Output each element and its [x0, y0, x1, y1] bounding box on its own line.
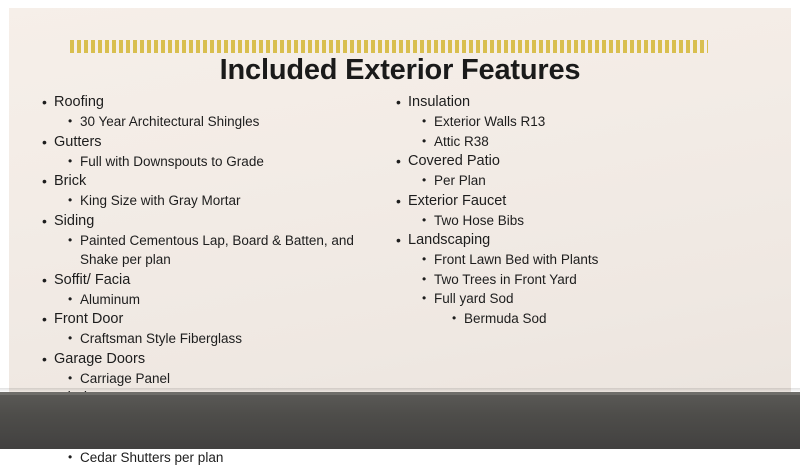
bullet-item-label: Siding: [54, 211, 94, 231]
bullet-item-label: Bermuda Sod: [464, 309, 547, 329]
bullet-point-icon: •: [42, 309, 47, 329]
bullet-item-level-2: [18, 290, 393, 310]
bullet-item-label: Two Hose Bibs: [434, 211, 524, 231]
bullet-item-level-2: [18, 191, 393, 211]
bullet-point-icon: •: [396, 92, 401, 112]
bullet-item-label: Cedar Shutters per plan: [80, 448, 223, 467]
bullet-point-icon: •: [422, 211, 426, 231]
bullet-point-icon: •: [68, 290, 72, 310]
bullet-item-label: Soffit/ Facia: [54, 270, 130, 290]
bullet-point-icon: •: [422, 289, 426, 309]
bullet-item-label: Brick: [54, 171, 86, 191]
bullet-item-label: Two Trees in Front Yard: [434, 270, 577, 290]
bullet-point-icon: •: [422, 112, 426, 132]
slide-edge-top: [0, 0, 800, 8]
bullet-point-icon: •: [68, 329, 72, 349]
bullet-item-level-2: [18, 152, 393, 172]
bullet-item-level-2: [378, 132, 778, 152]
bullet-item-label: Attic R38: [434, 132, 489, 152]
bullet-point-icon: •: [68, 112, 72, 132]
bullet-item-label: Aluminum: [80, 290, 140, 310]
bullet-point-icon: •: [68, 231, 72, 251]
bullet-point-icon: •: [422, 132, 426, 152]
bullet-item-label: Roofing: [54, 92, 104, 112]
bullet-point-icon: •: [42, 132, 47, 152]
bullet-item-label: Exterior Walls R13: [434, 112, 545, 132]
bullet-item-label: Garage Doors: [54, 349, 145, 369]
bullet-item-level-1: [18, 211, 393, 231]
bullet-item-label: Full with Downspouts to Grade: [80, 152, 264, 172]
bullet-item-label: Full yard Sod: [434, 289, 514, 309]
bullet-column-right: [378, 92, 778, 328]
bullet-item-level-3: [378, 309, 778, 329]
bullet-item-level-2: [378, 171, 778, 191]
bullet-item-level-2: [378, 270, 778, 290]
bullet-item-label: Landscaping: [408, 230, 490, 250]
bullet-point-icon: •: [422, 270, 426, 290]
bullet-item-level-1: [378, 92, 778, 112]
bullet-point-icon: •: [422, 171, 426, 191]
bullet-item-level-1: [18, 171, 393, 191]
bullet-point-icon: •: [42, 92, 47, 112]
bullet-item-level-1: [18, 270, 393, 290]
bullet-item-level-1: [378, 230, 778, 250]
bullet-point-icon: •: [42, 349, 47, 369]
bullet-item-level-2: [18, 231, 393, 270]
bullet-item-level-1: [378, 191, 778, 211]
bullet-point-icon: •: [68, 152, 72, 172]
bullet-item-label: Covered Patio: [408, 151, 500, 171]
bullet-item-level-2: [378, 289, 778, 309]
bullet-item-label: Per Plan: [434, 171, 486, 191]
bullet-item-level-1: [18, 309, 393, 329]
bullet-item-level-1: [18, 132, 393, 152]
footer-band: [0, 392, 800, 449]
bullet-item-label: Painted Cementous Lap, Board & Batten, and Shake per plan: [80, 231, 380, 270]
bullet-item-level-2: [378, 112, 778, 132]
bullet-item-label: Insulation: [408, 92, 470, 112]
bullet-point-icon: •: [396, 230, 401, 250]
bullet-item-label: 30 Year Architectural Shingles: [80, 112, 259, 132]
bullet-point-icon: •: [42, 211, 47, 231]
bullet-item-level-1: [18, 92, 393, 112]
bullet-item-level-2: [18, 448, 393, 467]
decorative-stripe-bar: [70, 40, 708, 53]
bullet-item-label: King Size with Gray Mortar: [80, 191, 241, 211]
bullet-point-icon: •: [396, 191, 401, 211]
bullet-list-right: [378, 92, 778, 328]
bullet-point-icon: •: [422, 250, 426, 270]
bullet-point-icon: •: [42, 270, 47, 290]
bullet-item-label: Front Lawn Bed with Plants: [434, 250, 598, 270]
bullet-item-level-1: [378, 151, 778, 171]
bullet-point-icon: •: [396, 151, 401, 171]
bullet-point-icon: •: [42, 171, 47, 191]
bullet-item-level-2: [18, 112, 393, 132]
bullet-item-label: Carriage Panel: [80, 369, 170, 389]
bullet-point-icon: •: [68, 369, 72, 389]
bullet-item-level-2: [378, 250, 778, 270]
bullet-item-label: Exterior Faucet: [408, 191, 506, 211]
bullet-item-label: Craftsman Style Fiberglass: [80, 329, 242, 349]
bullet-point-icon: •: [68, 448, 72, 467]
bullet-item-level-2: [18, 329, 393, 349]
content-columns: [0, 92, 800, 392]
bullet-point-icon: •: [68, 191, 72, 211]
bullet-item-level-2: [18, 369, 393, 389]
bullet-item-label: Front Door: [54, 309, 123, 329]
bullet-item-level-1: [18, 349, 393, 369]
bullet-point-icon: •: [452, 309, 456, 329]
bullet-item-label: Gutters: [54, 132, 102, 152]
bullet-item-level-2: [378, 211, 778, 231]
page-title: Included Exterior Features: [0, 54, 800, 87]
